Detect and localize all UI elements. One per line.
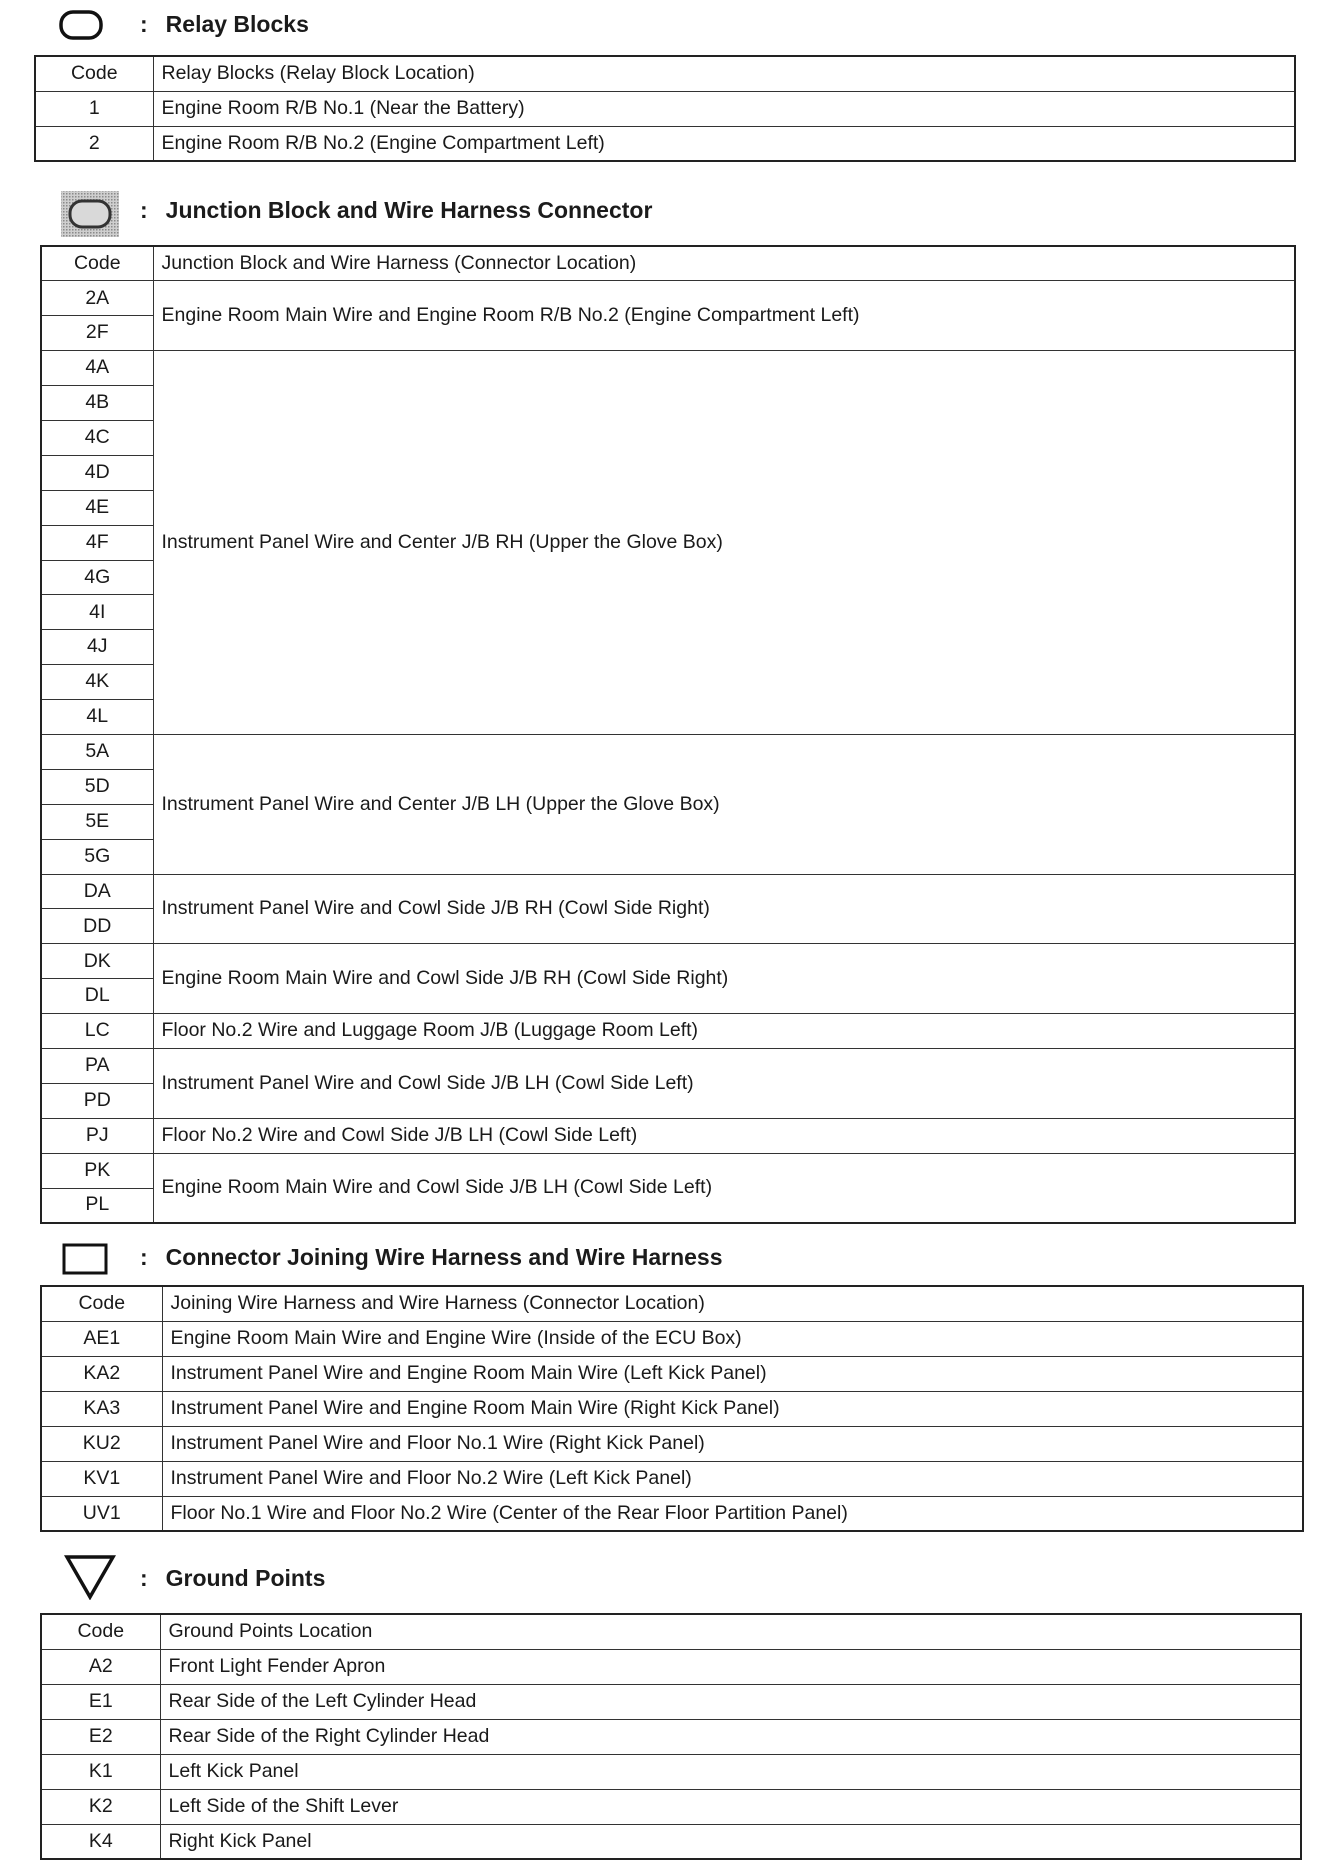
- table-header-row: [35, 56, 1295, 91]
- code-cell: 4J: [41, 630, 153, 665]
- section-title: : Ground Points: [140, 1565, 326, 1591]
- table-row: [41, 944, 1295, 979]
- code-cell: KA2: [41, 1356, 162, 1391]
- description-cell: Left Side of the Shift Lever: [160, 1789, 1301, 1824]
- relay-blocks-table: [34, 55, 1296, 162]
- table-row: [41, 1789, 1301, 1824]
- down-triangle-icon: [64, 1554, 116, 1600]
- description-cell: Instrument Panel Wire and Cowl Side J/B RH (Cowl Side Right): [153, 874, 1295, 944]
- code-cell: KV1: [41, 1461, 162, 1496]
- code-cell: 4E: [41, 490, 153, 525]
- square-outline-icon: [62, 1243, 108, 1275]
- header-code: Code: [35, 56, 153, 91]
- table-row: [41, 1684, 1301, 1719]
- table-row: [41, 1356, 1303, 1391]
- rounded-rect-shaded-icon: [60, 190, 120, 238]
- code-cell: 4F: [41, 525, 153, 560]
- code-cell: A2: [41, 1649, 160, 1684]
- section-title: : Connector Joining Wire Harness and Wire Harness: [140, 1244, 723, 1270]
- code-cell: LC: [41, 1014, 153, 1049]
- description-cell: Instrument Panel Wire and Engine Room Main Wire (Left Kick Panel): [162, 1356, 1303, 1391]
- description-cell: Instrument Panel Wire and Floor No.2 Wire (Left Kick Panel): [162, 1461, 1303, 1496]
- description-cell: Instrument Panel Wire and Floor No.1 Wire (Right Kick Panel): [162, 1426, 1303, 1461]
- description-cell: Engine Room Main Wire and Engine Room R/B No.2 (Engine Compartment Left): [153, 281, 1295, 351]
- table-row: [41, 351, 1295, 386]
- description-cell: Engine Room R/B No.2 (Engine Compartment Left): [153, 126, 1295, 161]
- section-title: : Junction Block and Wire Harness Connector: [140, 197, 653, 223]
- code-cell: PK: [41, 1153, 153, 1188]
- table-row: [41, 1649, 1301, 1684]
- junction-block-heading: [0, 190, 1328, 230]
- description-cell: Instrument Panel Wire and Center J/B RH (Upper the Glove Box): [153, 351, 1295, 735]
- code-cell: KA3: [41, 1391, 162, 1426]
- code-cell: 2A: [41, 281, 153, 316]
- table-header-row: [41, 1614, 1301, 1649]
- ground-points-table: [40, 1613, 1302, 1860]
- description-cell: Engine Room Main Wire and Engine Wire (Inside of the ECU Box): [162, 1321, 1303, 1356]
- junction-block-table: [40, 245, 1296, 1224]
- code-cell: KU2: [41, 1426, 162, 1461]
- code-cell: E2: [41, 1719, 160, 1754]
- table-row: [41, 1754, 1301, 1789]
- header-code: Code: [41, 1286, 162, 1321]
- header-code: Code: [41, 1614, 160, 1649]
- code-cell: PJ: [41, 1118, 153, 1153]
- code-cell: PA: [41, 1048, 153, 1083]
- description-cell: Instrument Panel Wire and Engine Room Main Wire (Right Kick Panel): [162, 1391, 1303, 1426]
- table-row: [41, 1824, 1301, 1859]
- code-cell: 5G: [41, 839, 153, 874]
- code-cell: 4K: [41, 665, 153, 700]
- header-description: Joining Wire Harness and Wire Harness (Connector Location): [162, 1286, 1303, 1321]
- description-cell: Right Kick Panel: [160, 1824, 1301, 1859]
- description-cell: Floor No.1 Wire and Floor No.2 Wire (Center of the Rear Floor Partition Panel): [162, 1496, 1303, 1531]
- code-cell: DD: [41, 909, 153, 944]
- header-code: Code: [41, 246, 153, 281]
- table-row: [41, 1461, 1303, 1496]
- connector-joining-table: [40, 1285, 1304, 1532]
- description-cell: Instrument Panel Wire and Cowl Side J/B LH (Cowl Side Left): [153, 1048, 1295, 1118]
- description-cell: Front Light Fender Apron: [160, 1649, 1301, 1684]
- section-title: : Relay Blocks: [140, 11, 309, 37]
- code-cell: 4D: [41, 455, 153, 490]
- table-row: [41, 1426, 1303, 1461]
- table-header-row: [41, 246, 1295, 281]
- code-cell: 4A: [41, 351, 153, 386]
- code-cell: PL: [41, 1188, 153, 1223]
- rounded-rect-outline-icon: [58, 8, 104, 42]
- table-row: [35, 91, 1295, 126]
- ground-points-heading: [0, 1554, 1328, 1594]
- code-cell: 4I: [41, 595, 153, 630]
- description-cell: Floor No.2 Wire and Cowl Side J/B LH (Cowl Side Left): [153, 1118, 1295, 1153]
- code-cell: PD: [41, 1083, 153, 1118]
- code-cell: 4B: [41, 386, 153, 421]
- relay-blocks-heading: [0, 4, 1328, 44]
- table-row: [35, 126, 1295, 161]
- description-cell: Engine Room Main Wire and Cowl Side J/B LH (Cowl Side Left): [153, 1153, 1295, 1223]
- code-cell: 4G: [41, 560, 153, 595]
- table-row: [41, 1118, 1295, 1153]
- description-cell: Left Kick Panel: [160, 1754, 1301, 1789]
- code-cell: 5E: [41, 804, 153, 839]
- table-row: [41, 1496, 1303, 1531]
- code-cell: AE1: [41, 1321, 162, 1356]
- description-cell: Rear Side of the Right Cylinder Head: [160, 1719, 1301, 1754]
- table-row: [41, 1153, 1295, 1188]
- code-cell: 4C: [41, 420, 153, 455]
- code-cell: K2: [41, 1789, 160, 1824]
- table-row: [41, 1719, 1301, 1754]
- table-row: [41, 281, 1295, 316]
- code-cell: DL: [41, 979, 153, 1014]
- code-cell: UV1: [41, 1496, 162, 1531]
- code-cell: DK: [41, 944, 153, 979]
- table-row: [41, 1048, 1295, 1083]
- description-cell: Engine Room Main Wire and Cowl Side J/B RH (Cowl Side Right): [153, 944, 1295, 1014]
- header-description: Junction Block and Wire Harness (Connector Location): [153, 246, 1295, 281]
- table-row: [41, 1321, 1303, 1356]
- code-cell: 1: [35, 91, 153, 126]
- code-cell: 2: [35, 126, 153, 161]
- header-description: Relay Blocks (Relay Block Location): [153, 56, 1295, 91]
- description-cell: Engine Room R/B No.1 (Near the Battery): [153, 91, 1295, 126]
- table-row: [41, 734, 1295, 769]
- connector-joining-heading: [0, 1237, 1328, 1277]
- description-cell: Rear Side of the Left Cylinder Head: [160, 1684, 1301, 1719]
- code-cell: E1: [41, 1684, 160, 1719]
- code-cell: 5A: [41, 734, 153, 769]
- table-header-row: [41, 1286, 1303, 1321]
- code-cell: 2F: [41, 316, 153, 351]
- code-cell: 5D: [41, 769, 153, 804]
- description-cell: Floor No.2 Wire and Luggage Room J/B (Luggage Room Left): [153, 1014, 1295, 1049]
- header-description: Ground Points Location: [160, 1614, 1301, 1649]
- code-cell: K1: [41, 1754, 160, 1789]
- code-cell: 4L: [41, 700, 153, 735]
- code-cell: DA: [41, 874, 153, 909]
- table-row: [41, 1014, 1295, 1049]
- table-row: [41, 1391, 1303, 1426]
- table-row: [41, 874, 1295, 909]
- description-cell: Instrument Panel Wire and Center J/B LH (Upper the Glove Box): [153, 734, 1295, 874]
- code-cell: K4: [41, 1824, 160, 1859]
